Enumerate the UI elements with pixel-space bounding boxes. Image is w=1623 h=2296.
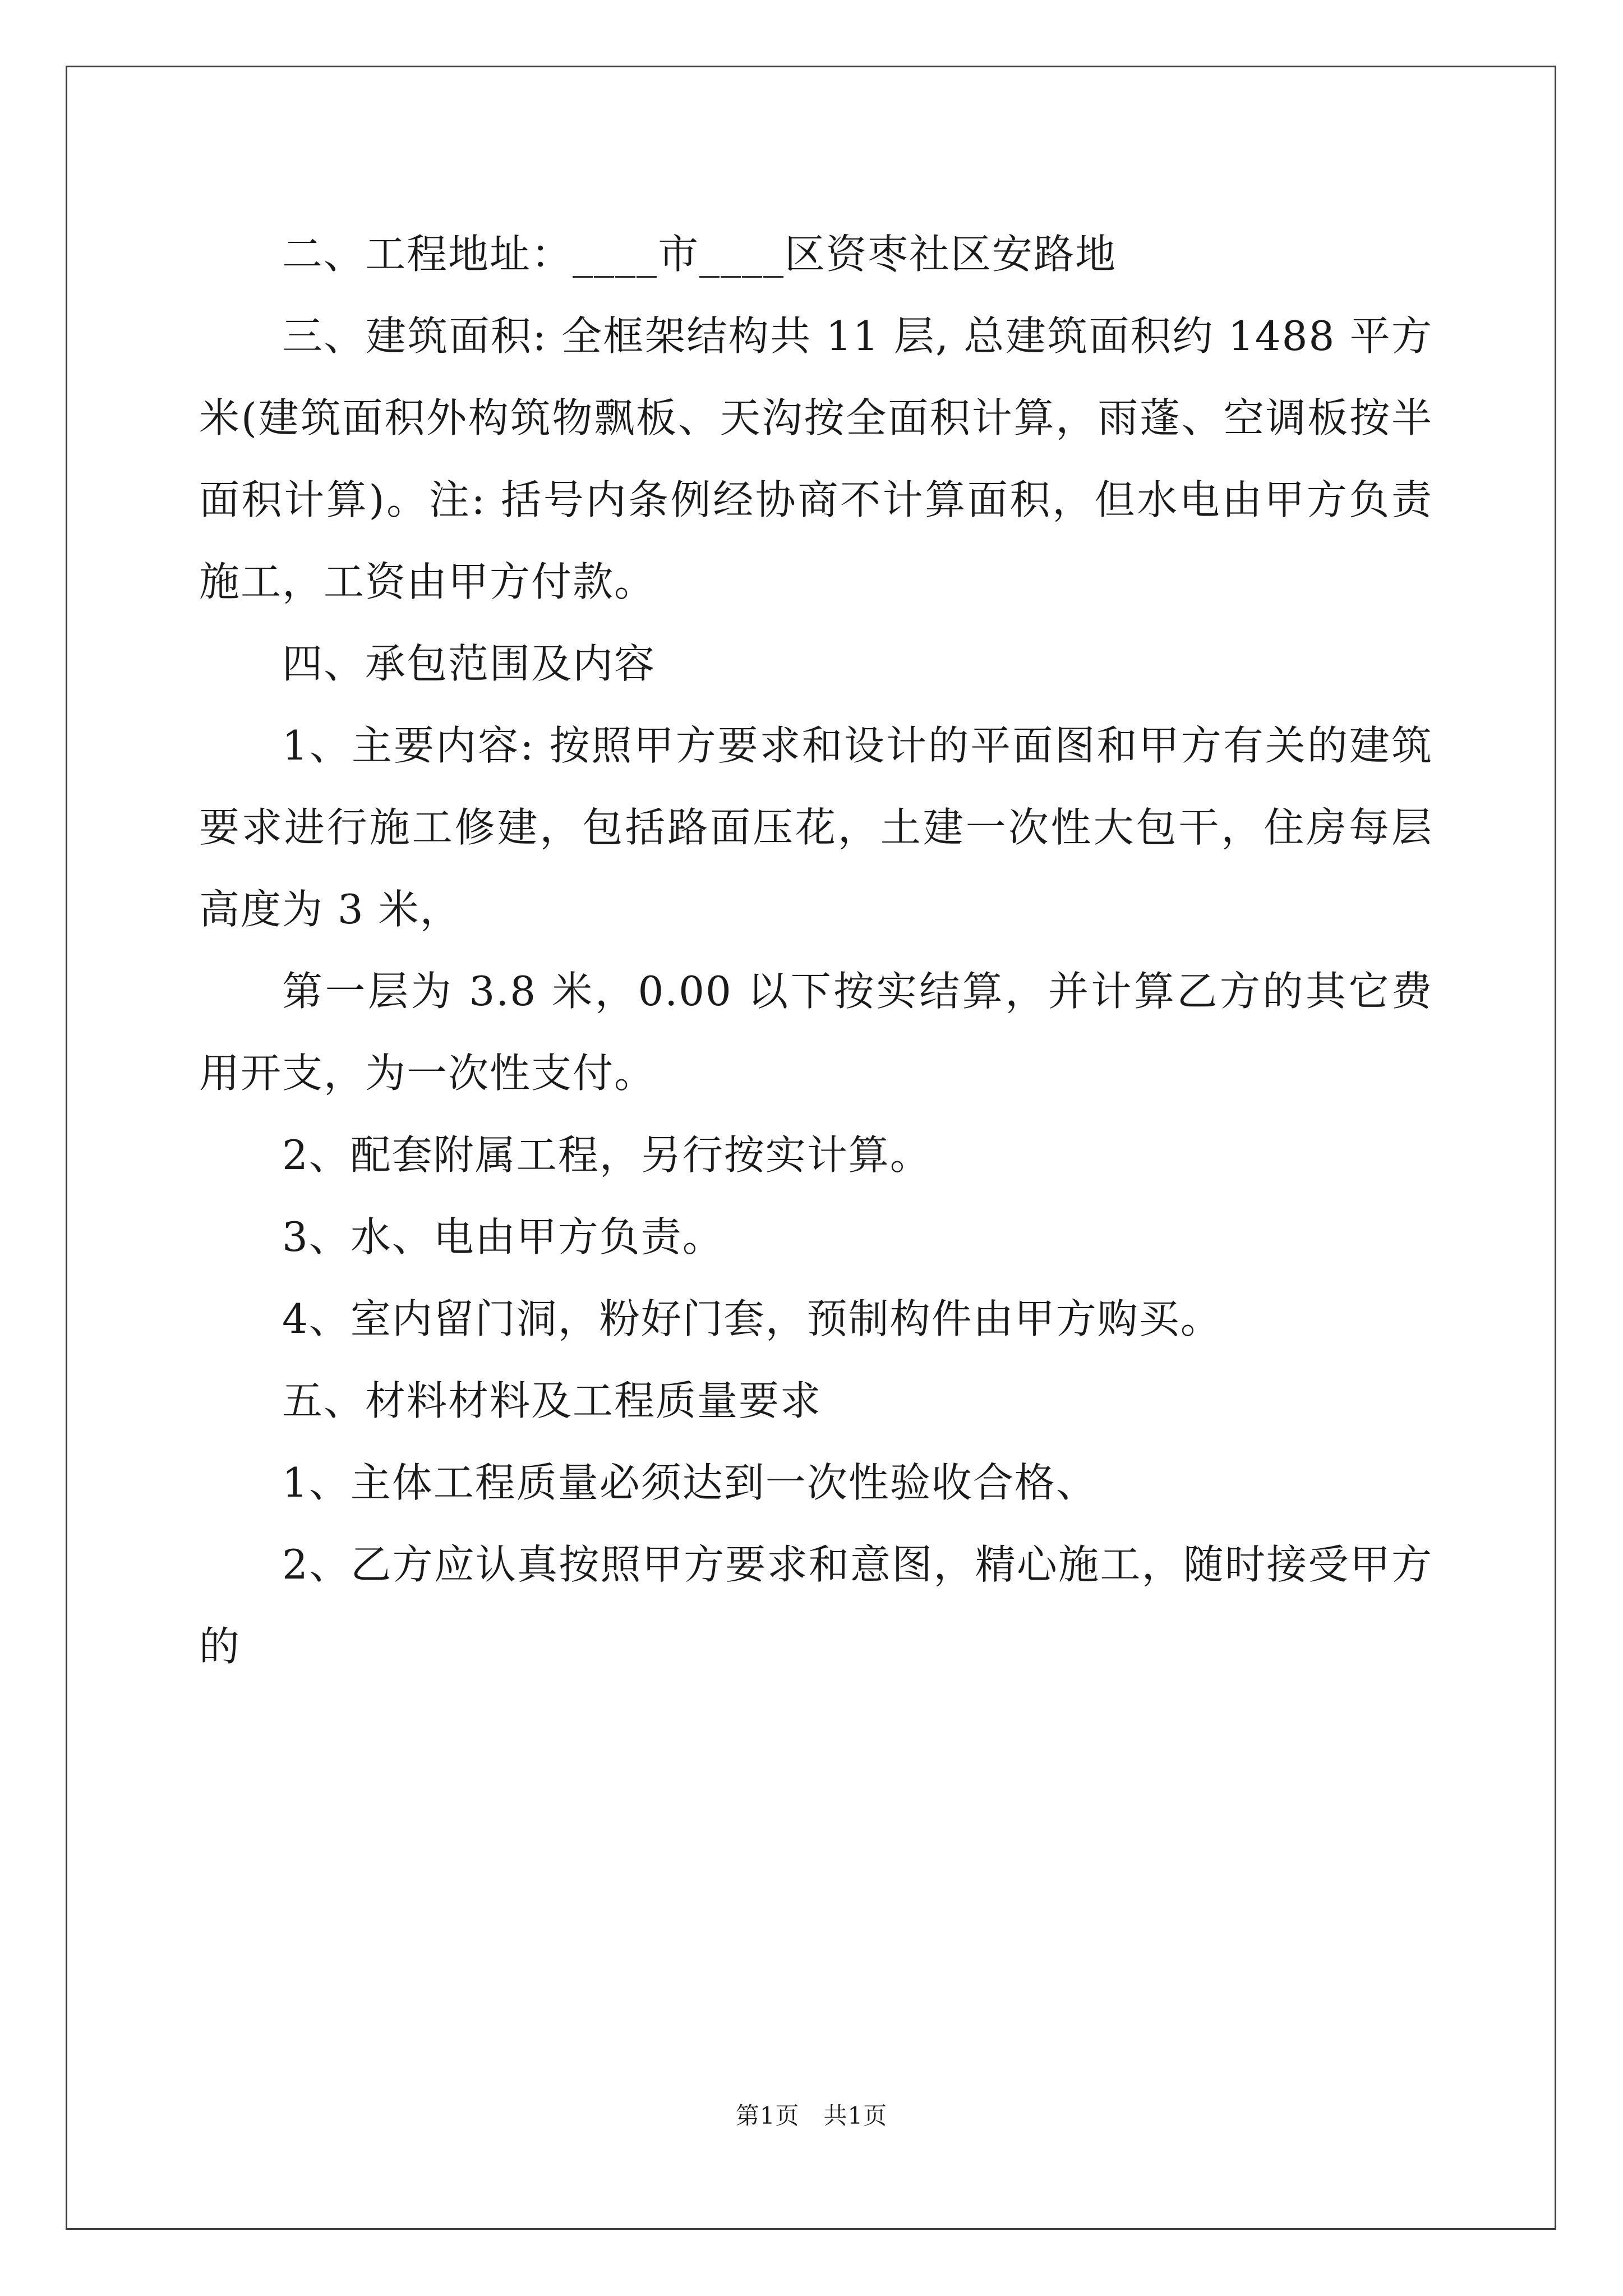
- page-footer: 第1页 共1页: [735, 2102, 888, 2129]
- paragraph-materials-heading: 五、材料材料及工程质量要求: [282, 1377, 822, 1424]
- paragraph-ancillary-works: 2、配套附属工程，另行按实计算。: [282, 1131, 932, 1179]
- paragraph-water-electric: 3、水、电由甲方负责。: [282, 1213, 724, 1260]
- paragraph-project-address: 二、工程地址：____市____区资枣社区安路地: [282, 231, 1117, 278]
- paragraph-door-openings: 4、室内留门洞，粉好门套，预制构件由甲方购买。: [282, 1295, 1222, 1342]
- paragraph-scope-heading: 四、承包范围及内容: [282, 640, 656, 687]
- document-body: [199, 213, 1433, 1687]
- paragraph-main-content: 1、主要内容: 按照甲方要求和设计的平面图和甲方有关的建筑要求进行施工修建，包括路面压花，土建一次性大包干，住房每层高度为 3 米，: [199, 722, 1433, 933]
- paragraph-building-area: 三、建筑面积: 全框架结构共 11 层, 总建筑面积约 1488 平方米(建筑面积外构筑物飘板、天沟按全面积计算，雨蓬、空调板按半面积计算)。注: 括号内条例经协商不计算面积，但水电由甲方负责施工，工资由甲方付款。: [199, 312, 1433, 605]
- paragraph-quality-acceptance: 1、主体工程质量必须达到一次性验收合格、: [282, 1459, 1098, 1506]
- paragraph-contractor-duty: 2、乙方应认真按照甲方要求和意图，精心施工，随时接受甲方的: [199, 1541, 1433, 1670]
- paragraph-first-floor: 第一层为 3.8 米，0.00 以下按实结算，并计算乙方的其它费用开支，为一次性支付。: [199, 968, 1433, 1097]
